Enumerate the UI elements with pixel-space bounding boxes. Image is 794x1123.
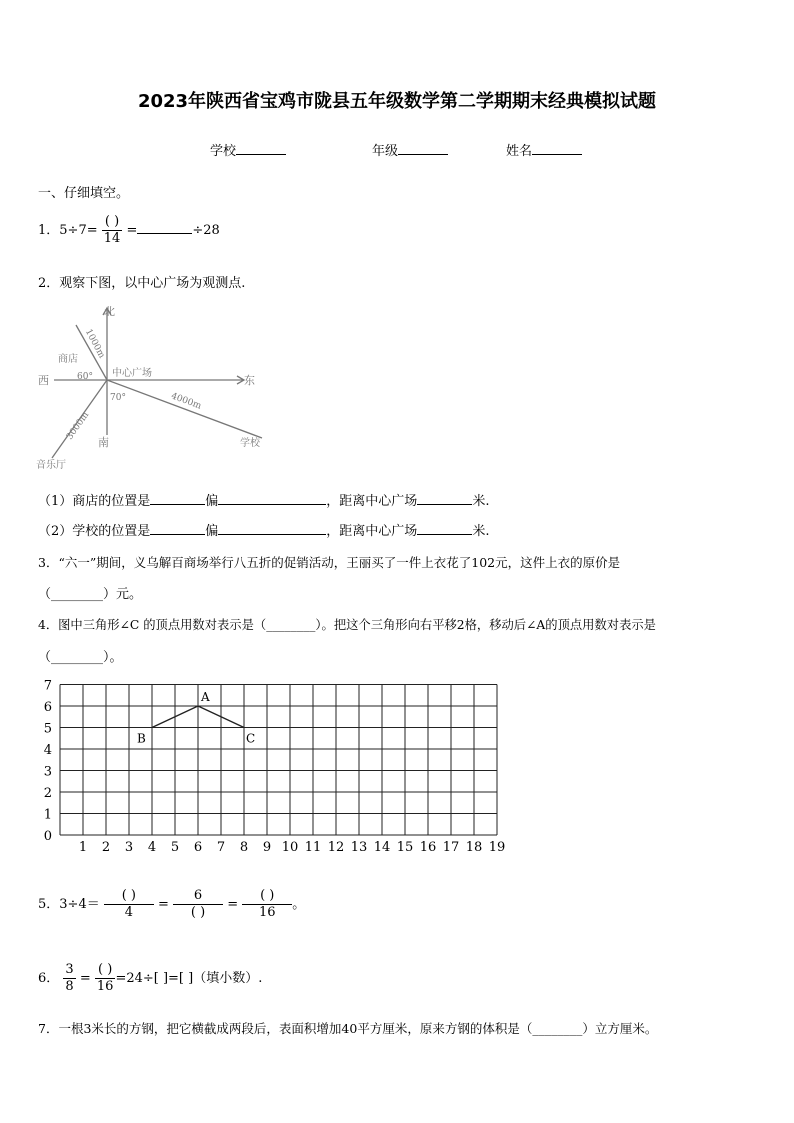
- y-tick-label: 6: [43, 700, 52, 715]
- name-label: 姓名: [506, 144, 533, 159]
- answer-blank[interactable]: [218, 522, 326, 535]
- x-tick-label: 17: [442, 840, 460, 855]
- east-label: 东: [244, 374, 255, 387]
- point-b-label: B: [137, 731, 146, 746]
- store-distance: 1000m: [82, 327, 107, 361]
- direction-map: [34, 300, 294, 472]
- coordinate-grid: [34, 672, 514, 858]
- answer-blank[interactable]: ( ): [102, 214, 123, 231]
- question-6: 6． $\frac{3}{8}$ = $\frac{( )}{16}$ =24÷[ ]=[ ]（填小数）.: [38, 962, 263, 994]
- y-tick-label: 2: [43, 786, 52, 801]
- center-label: 中心广场: [112, 368, 152, 379]
- y-tick-label: 1: [43, 807, 52, 823]
- x-tick-label: 2: [101, 840, 111, 855]
- north-label: 北: [104, 305, 115, 318]
- answer-blank[interactable]: ( ): [95, 962, 116, 979]
- angle-60: 60°: [77, 372, 93, 382]
- x-tick-label: 9: [262, 840, 272, 855]
- page-title: 2023年陕西省宝鸡市陇县五年级数学第二学期期末经典模拟试题: [137, 91, 657, 112]
- music-hall-label: 音乐厅: [36, 460, 66, 471]
- answer-blank[interactable]: ( ): [242, 888, 292, 905]
- answer-blank[interactable]: [417, 522, 472, 535]
- x-tick-label: 18: [465, 840, 483, 855]
- y-tick-label: 7: [43, 678, 52, 694]
- answer-blank[interactable]: [417, 492, 472, 505]
- y-tick-label: 5: [43, 721, 52, 737]
- x-tick-label: 5: [170, 840, 180, 855]
- x-tick-label: 16: [419, 840, 437, 855]
- x-tick-label: 3: [124, 840, 134, 855]
- answer-blank[interactable]: ( ): [104, 888, 154, 905]
- south-label: 南: [98, 436, 109, 449]
- west-label: 西: [38, 374, 49, 387]
- answer-blank[interactable]: [218, 492, 326, 505]
- x-tick-label: 10: [281, 840, 299, 855]
- x-tick-label: 8: [239, 840, 249, 855]
- answer-blank[interactable]: ( ): [190, 905, 206, 920]
- question-2-stem: 2．观察下图，以中心广场为观测点.: [38, 276, 246, 291]
- x-tick-label: 4: [147, 840, 157, 855]
- x-tick-label: 15: [396, 840, 414, 855]
- name-field[interactable]: [506, 140, 582, 159]
- question-1: 1．5÷7= $\frac{( )}{14}$ = ÷28: [38, 214, 220, 246]
- angle-70: 70°: [110, 393, 126, 403]
- question-2-2: （2）学校的位置是 偏 ，距离中心广场 米.: [38, 524, 490, 539]
- school-field[interactable]: [210, 140, 286, 159]
- grade-label: 年级: [372, 144, 399, 159]
- school-distance: 4000m: [169, 391, 203, 412]
- school-label: 学校: [210, 144, 237, 159]
- point-c-label: C: [246, 731, 256, 746]
- question-2-1: （1）商店的位置是 偏 ，距离中心广场 米.: [38, 494, 490, 509]
- store-label: 商店: [58, 354, 78, 365]
- x-tick-label: 19: [488, 840, 506, 855]
- x-tick-label: 6: [193, 840, 203, 855]
- question-3-line1: 3．“六一”期间，义乌解百商场举行八五折的促销活动，王丽买了一件上衣花了102元，这件上衣的原价是: [38, 555, 621, 570]
- x-tick-label: 13: [350, 840, 368, 855]
- question-5: 5．3÷4＝ $\frac{( )}{4}$ = $\frac{6}{( )}$ = $\frac{( )}{16}$ 。: [38, 888, 306, 920]
- school-label: 学校: [240, 438, 260, 449]
- question-4-line2: （________）。: [38, 650, 123, 665]
- grade-field[interactable]: [372, 140, 448, 159]
- point-a-label: A: [201, 690, 210, 704]
- y-tick-label: 0: [43, 829, 52, 844]
- x-tick-label: 11: [304, 840, 322, 855]
- y-tick-label: 3: [43, 764, 52, 780]
- question-4-line1: 4．图中三角形∠C 的顶点用数对表示是（________）。把这个三角形向右平移2格，移动后∠A的顶点用数对表示是: [38, 618, 656, 632]
- section-heading: 一、仔细填空。: [38, 186, 130, 201]
- question-3-line2: （________）元。: [38, 587, 143, 602]
- x-tick-label: 1: [78, 840, 88, 855]
- question-7: 7．一根3米长的方钢，把它横截成两段后，表面积增加40平方厘米，原来方钢的体积是（________）立方厘米。: [38, 1021, 658, 1036]
- answer-blank[interactable]: [137, 221, 192, 234]
- x-tick-label: 14: [373, 840, 391, 855]
- answer-blank[interactable]: [150, 492, 205, 505]
- fraction: $\frac{( )}{14}$: [103, 214, 121, 246]
- answer-blank[interactable]: [150, 522, 205, 535]
- music-distance: 3000m: [64, 410, 92, 442]
- x-tick-label: 12: [327, 840, 345, 855]
- x-tick-label: 7: [216, 840, 226, 855]
- y-tick-label: 4: [43, 743, 52, 758]
